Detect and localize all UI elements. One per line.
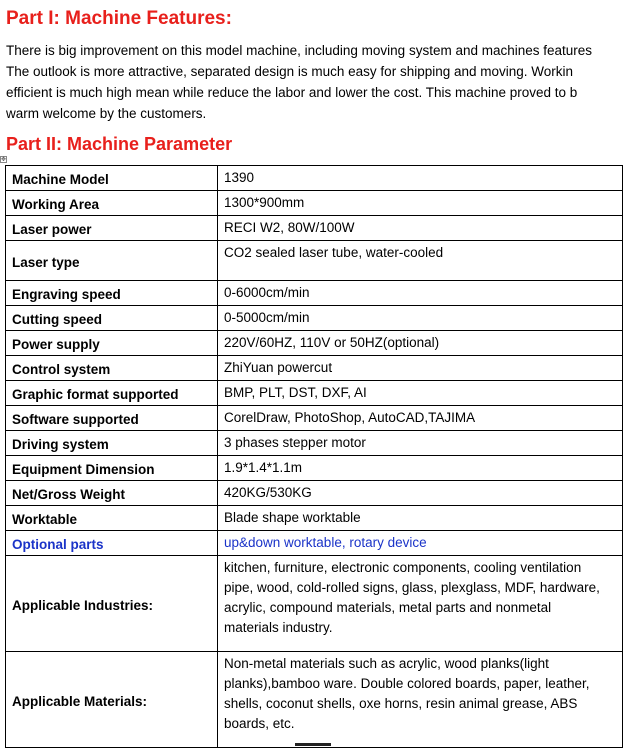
param-key: Net/Gross Weight [6, 481, 218, 506]
param-value: RECI W2, 80W/100W [218, 216, 623, 241]
param-key: Machine Model [6, 166, 218, 191]
features-line: warm welcome by the customers. [6, 106, 207, 121]
table-row [6, 306, 623, 331]
table-row [6, 191, 623, 216]
param-key: Applicable Industries: [6, 556, 218, 652]
param-key: Worktable [6, 506, 218, 531]
table-row [6, 381, 623, 406]
param-value: BMP, PLT, DST, DXF, AI [218, 381, 623, 406]
param-value: CO2 sealed laser tube, water-cooled [218, 241, 623, 281]
param-value: 1390 [218, 166, 623, 191]
param-value-line: kitchen, furniture, electronic components, cooling ventilation [224, 560, 582, 575]
param-value: 1300*900mm [218, 191, 623, 216]
param-value-line: pipe, wood, cold-rolled signs, glass, plexglass, MDF, hardware, [224, 580, 600, 595]
param-key: Power supply [6, 331, 218, 356]
param-key: Graphic format supported [6, 381, 218, 406]
param-value: Blade shape worktable [218, 506, 623, 531]
table-row [6, 406, 623, 431]
part2-heading: Part II: Machine Parameter [6, 134, 233, 154]
param-key: Optional parts [6, 531, 218, 556]
features-line: efficient is much high mean while reduce the labor and lower the cost. This machine proved to b [6, 85, 578, 100]
param-value: 3 phases stepper motor [218, 431, 623, 456]
table-row [6, 331, 623, 356]
param-key: Equipment Dimension [6, 456, 218, 481]
param-value: 1.9*1.4*1.1m [218, 456, 623, 481]
param-value: CorelDraw, PhotoShop, AutoCAD,TAJIMA [218, 406, 623, 431]
param-key: Software supported [6, 406, 218, 431]
features-line: The outlook is more attractive, separated design is much easy for shipping and moving. Workin [6, 64, 574, 79]
parameter-table [5, 165, 623, 748]
param-value: up&down worktable, rotary device [218, 531, 623, 556]
table-row [6, 456, 623, 481]
move-handle-icon[interactable]: ✥ [1, 157, 7, 163]
param-key: Driving system [6, 431, 218, 456]
part1-heading: Part I: Machine Features: [6, 8, 232, 29]
param-value-line: planks),bamboo ware. Double colored boards, paper, leather, [224, 676, 590, 691]
param-value-line: shells, coconut shells, oxe horns, resin animal grease, ABS [224, 696, 578, 711]
table-row [6, 481, 623, 506]
param-value-line: materials industry. [224, 620, 333, 635]
param-value-line: acrylic, compound materials, metal parts and nonmetal [224, 600, 552, 615]
param-value [218, 556, 623, 652]
features-paragraph [6, 40, 625, 124]
table-row [6, 216, 623, 241]
param-value: 220V/60HZ, 110V or 50HZ(optional) [218, 331, 623, 356]
param-value: 420KG/530KG [218, 481, 623, 506]
param-value [218, 652, 623, 748]
table-row [6, 166, 623, 191]
param-key: Cutting speed [6, 306, 218, 331]
table-row [6, 281, 623, 306]
table-row [6, 556, 623, 652]
param-key: Working Area [6, 191, 218, 216]
table-row [6, 531, 623, 556]
table-row [6, 652, 623, 748]
param-key: Laser type [6, 241, 218, 281]
table-row [6, 506, 623, 531]
table-row [6, 241, 623, 281]
param-value: 0-6000cm/min [218, 281, 623, 306]
table-row [6, 356, 623, 381]
param-key: Applicable Materials: [6, 652, 218, 748]
features-line: There is big improvement on this model machine, including moving system and machines features [6, 43, 593, 58]
param-key: Engraving speed [6, 281, 218, 306]
param-value: 0-5000cm/min [218, 306, 623, 331]
param-value: ZhiYuan powercut [218, 356, 623, 381]
param-value-line: boards, etc. [224, 716, 295, 731]
param-value-line: Non-metal materials such as acrylic, wood planks(light [224, 656, 549, 671]
param-key: Control system [6, 356, 218, 381]
param-key: Laser power [6, 216, 218, 241]
table-row [6, 431, 623, 456]
